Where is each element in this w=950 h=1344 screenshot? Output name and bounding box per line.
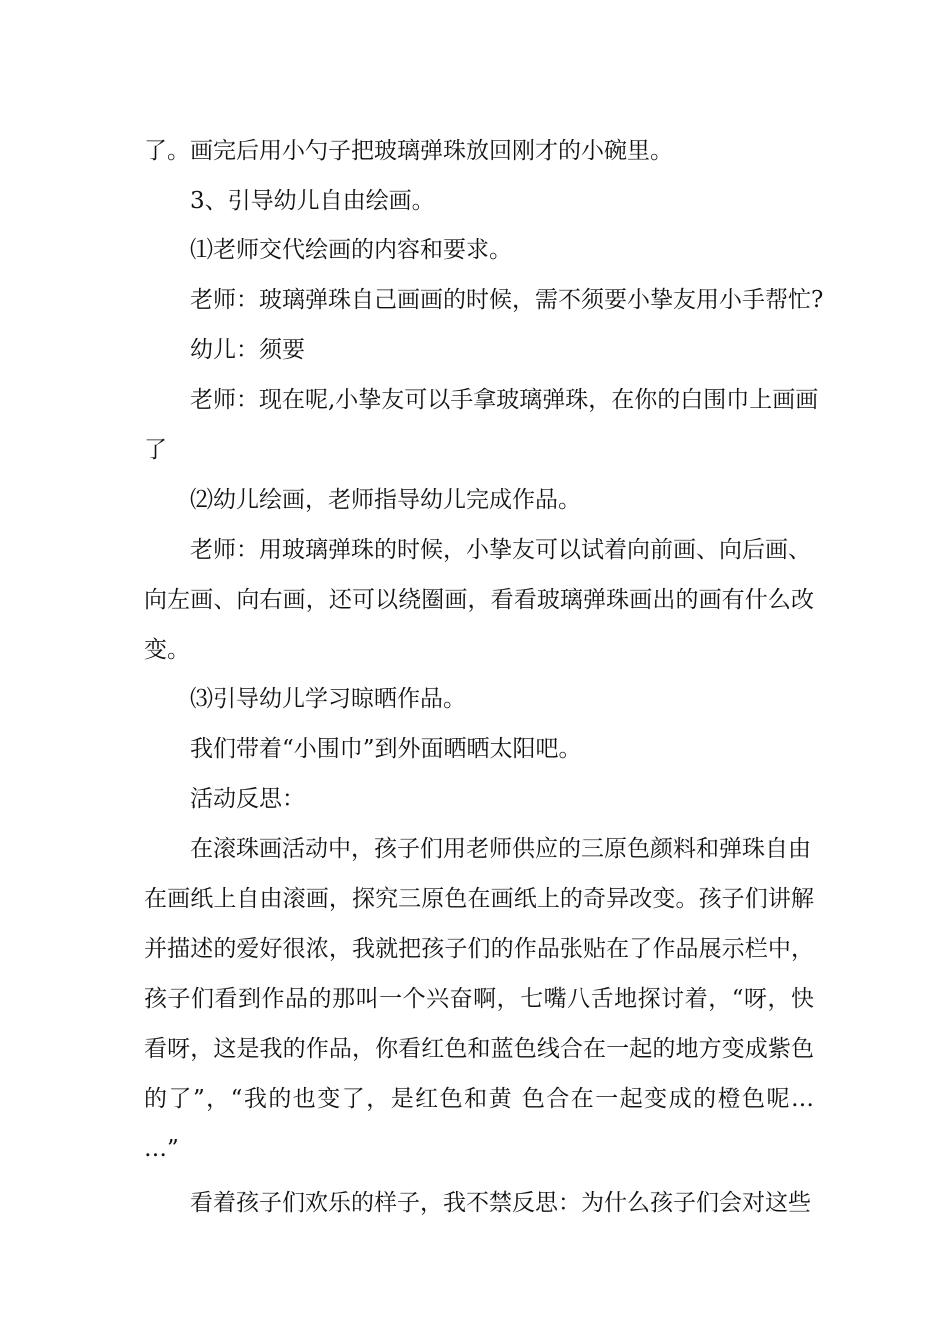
paragraph-line: 我们带着“小围巾”到外面晒晒太阳吧。 bbox=[190, 736, 582, 762]
dialogue-line: 老师：现在呢,小挚友可以手拿玻璃弹珠，在你的白围巾上画画 bbox=[190, 387, 819, 413]
paragraph-line: 的了”，“我的也变了，是红色和黄 色合在一起变成的橙色呢… bbox=[144, 1086, 814, 1112]
section-heading: 活动反思： bbox=[190, 786, 305, 812]
paragraph-line: 在滚珠画活动中，孩子们用老师供应的三原色颜料和弹珠自由 bbox=[190, 836, 811, 862]
subsection-heading: ⑶引导幼儿学习晾晒作品。 bbox=[190, 686, 466, 712]
paragraph-line: 看呀，这是我的作品，你看红色和蓝色线合在一起的地方变成紫色 bbox=[144, 1036, 814, 1062]
paragraph-line: 在画纸上自由滚画，探究三原色在画纸上的奇异改变。孩子们讲解 bbox=[144, 886, 814, 912]
subsection-heading: ⑵幼儿绘画，老师指导幼儿完成作品。 bbox=[190, 487, 581, 513]
subsection-heading: ⑴老师交代绘画的内容和要求。 bbox=[190, 237, 512, 263]
dialogue-line: 幼儿：须要 bbox=[190, 337, 305, 363]
paragraph-line: 看着孩子们欢乐的样子，我不禁反思：为什么孩子们会对这些 bbox=[190, 1190, 811, 1216]
paragraph-line: 并描述的爱好很浓，我就把孩子们的作品张贴在了作品展示栏中， bbox=[144, 936, 814, 962]
paragraph-line: 变。 bbox=[144, 637, 190, 663]
paragraph-line: 向左画、向右画，还可以绕圈画，看看玻璃弹珠画出的画有什么改 bbox=[144, 587, 814, 613]
section-heading: 3、引导幼儿自由绘画。 bbox=[190, 188, 435, 214]
paragraph-line: 了。画完后用小勺子把玻璃弹珠放回刚才的小碗里。 bbox=[144, 138, 673, 164]
paragraph-line: 了 bbox=[144, 437, 167, 463]
paragraph-line: 孩子们看到作品的那叫一个兴奋啊，七嘴八舌地探讨着，“呀，快 bbox=[144, 986, 814, 1012]
dialogue-line: 老师：用玻璃弹珠的时候，小挚友可以试着向前画、向后画、 bbox=[190, 537, 811, 563]
paragraph-line: …” bbox=[144, 1136, 179, 1162]
dialogue-line: 老师：玻璃弹珠自己画画的时候，需不须要小挚友用小手帮忙? bbox=[190, 287, 824, 313]
